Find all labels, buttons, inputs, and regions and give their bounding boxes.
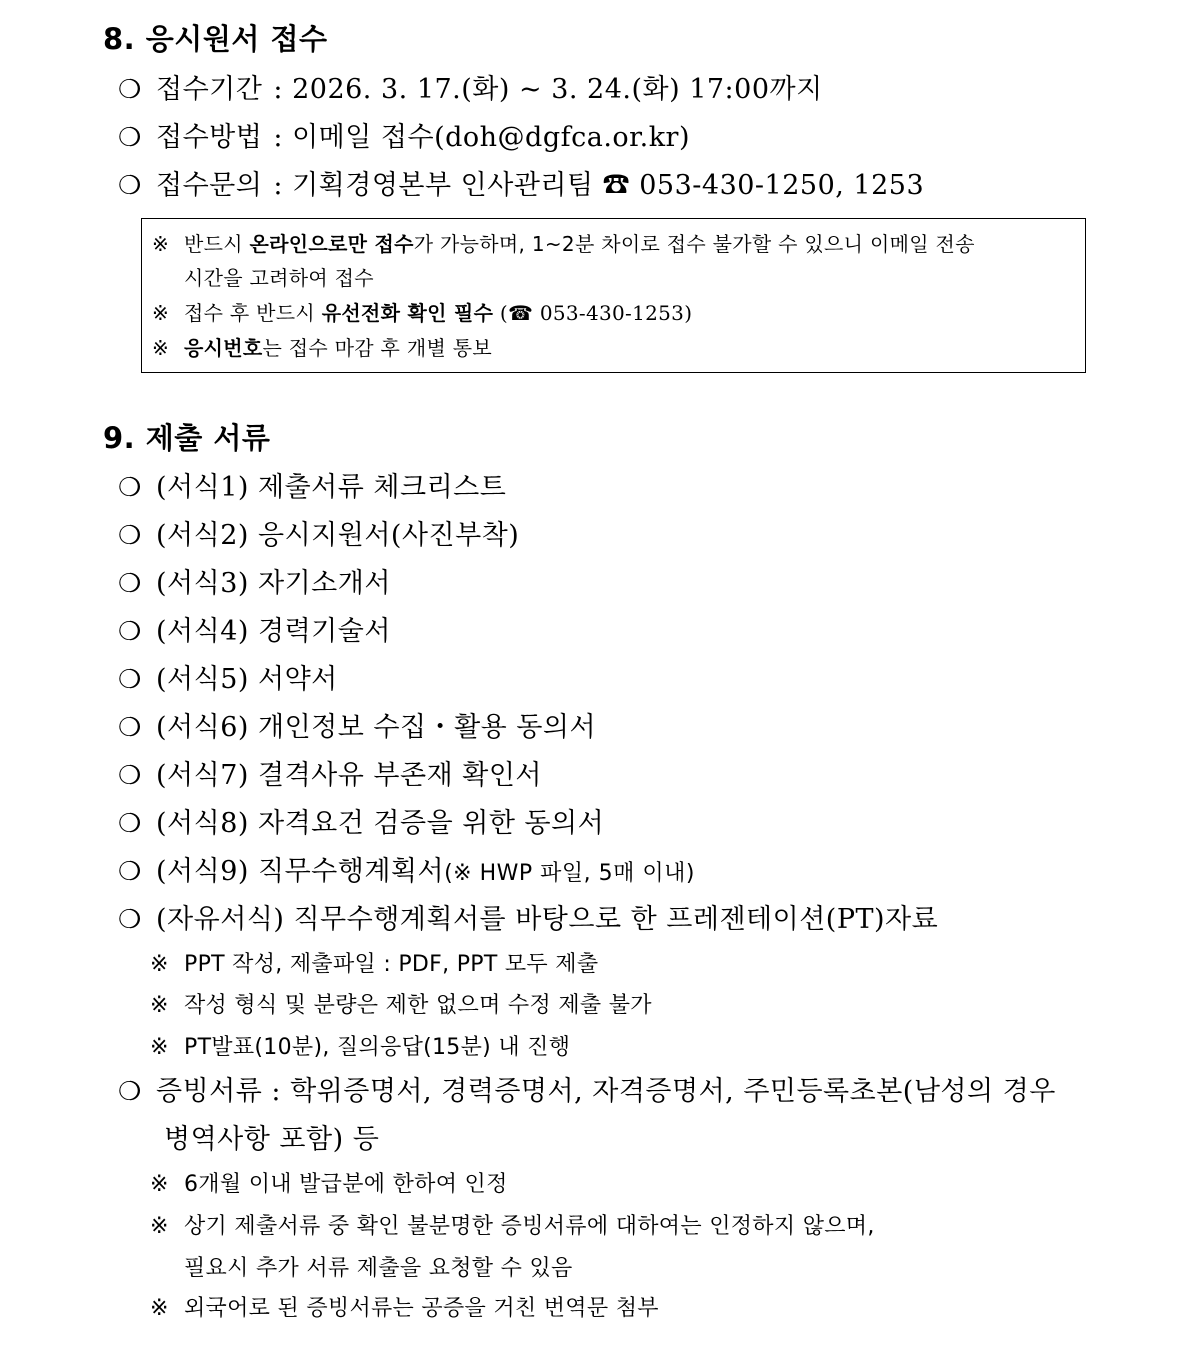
item-text: (서식9) 직무수행계획서	[156, 856, 445, 887]
notice-emphasis: 유선전화 확인 필수	[321, 301, 494, 325]
item-note: (※ HWP 파일, 5매 이내)	[444, 861, 695, 886]
notice-line-online-only	[152, 234, 975, 254]
item-label: 접수기간	[156, 74, 263, 105]
item-text: (서식7) 결격사유 부존재 확인서	[156, 760, 542, 791]
note-text: 외국어로 된 증빙서류는 공증을 거친 번역문 첨부	[184, 1296, 659, 1321]
reference-mark-icon: ※	[150, 952, 169, 977]
item-text: (서식8) 자격요건 검증을 위한 동의서	[156, 808, 605, 839]
item-text: (자유서식) 직무수행계획서를 바탕으로 한 프레젠테이션(PT)자료	[156, 904, 939, 935]
list-item-form-4	[118, 618, 391, 645]
reference-mark-icon: ※	[150, 993, 169, 1018]
notice-line-exam-number	[152, 338, 492, 358]
item-separator: :	[264, 170, 293, 201]
note-text: 6개월 이내 발급분에 한하여 인정	[184, 1172, 508, 1197]
bullet-icon: ❍	[118, 809, 142, 839]
bullet-icon: ❍	[118, 617, 142, 647]
bullet-icon: ❍	[118, 665, 142, 695]
note-presentation-time	[150, 1037, 570, 1059]
notice-emphasis: 온라인으로만 접수	[249, 232, 414, 256]
list-item-free-form	[118, 906, 938, 933]
notice-line-continuation: 시간을 고려하여 접수	[184, 266, 374, 290]
item-value: 이메일 접수(doh@dgfca.or.kr)	[292, 122, 690, 153]
note-text: 상기 제출서류 중 확인 불분명한 증빙서류에 대하여는 인정하지 않으며,	[184, 1214, 875, 1239]
reference-mark-icon: ※	[152, 232, 170, 256]
bullet-icon: ❍	[118, 761, 142, 791]
reference-mark-icon: ※	[150, 1296, 169, 1321]
item-label: 접수문의	[156, 170, 263, 201]
reference-mark-icon: ※	[152, 336, 170, 360]
note-ppt-format	[150, 954, 598, 976]
note-issue-period	[150, 1174, 508, 1196]
item-text: 증빙서류 : 학위증명서, 경력증명서, 자격증명서, 주민등록초본(남성의 경우	[156, 1076, 1056, 1107]
notice-phone: (☎ 053-430-1253)	[493, 301, 693, 325]
reference-mark-icon: ※	[150, 1035, 169, 1060]
note-unclear-docs-continuation: 필요시 추가 서류 제출을 요청할 수 있음	[184, 1256, 573, 1281]
item-value: 2026. 3. 17.(화) ~ 3. 24.(화) 17:00까지	[292, 74, 823, 105]
bullet-icon: ❍	[118, 75, 142, 105]
list-item-form-1	[118, 474, 506, 501]
list-item-form-7	[118, 762, 542, 789]
list-item-form-9	[118, 858, 695, 885]
reference-mark-icon: ※	[150, 1172, 169, 1197]
section-9-title: 9. 제출 서류	[103, 421, 271, 455]
item-separator: :	[264, 122, 293, 153]
note-text: PPT 작성, 제출파일 : PDF, PPT 모두 제출	[184, 952, 599, 977]
item-text: (서식2) 응시지원서(사진부착)	[156, 520, 520, 551]
reference-mark-icon: ※	[150, 1214, 169, 1239]
bullet-icon: ❍	[118, 857, 142, 887]
note-format-limit	[150, 995, 652, 1017]
item-text: (서식6) 개인정보 수집・활용 동의서	[156, 712, 597, 743]
notice-text: 접수 후 반드시	[184, 301, 322, 325]
item-text: (서식1) 제출서류 체크리스트	[156, 472, 507, 503]
list-item-form-3	[118, 570, 391, 597]
bullet-icon: ❍	[118, 569, 142, 599]
item-text: (서식4) 경력기술서	[156, 616, 391, 647]
note-foreign-language	[150, 1298, 659, 1320]
list-item-form-8	[118, 810, 604, 837]
notice-text: 가 가능하며, 1~2분 차이로 접수 불가할 수 있으니 이메일 전송	[413, 232, 975, 256]
note-text: 작성 형식 및 분량은 제한 없으며 수정 제출 불가	[184, 993, 652, 1018]
item-value: 기획경영본부 인사관리팀 ☎ 053-430-1250, 1253	[292, 170, 925, 201]
notice-line-phone-confirm	[152, 303, 692, 323]
list-item-reception-inquiry	[118, 172, 924, 199]
bullet-icon: ❍	[118, 521, 142, 551]
item-text: (서식5) 서약서	[156, 664, 338, 695]
notice-text: 는 접수 마감 후 개별 통보	[262, 336, 492, 360]
note-unclear-docs	[150, 1216, 875, 1238]
list-item-reception-method	[118, 124, 690, 151]
list-item-form-6	[118, 714, 596, 741]
list-item-evidence-continuation: 병역사항 포함) 등	[164, 1124, 380, 1155]
notice-text: 반드시	[184, 232, 250, 256]
note-text: PT발표(10분), 질의응답(15분) 내 진행	[184, 1035, 571, 1060]
reference-mark-icon: ※	[152, 301, 170, 325]
bullet-icon: ❍	[118, 1077, 142, 1107]
item-separator: :	[264, 74, 293, 105]
section-8-title: 8. 응시원서 접수	[103, 22, 328, 56]
item-text: (서식3) 자기소개서	[156, 568, 391, 599]
bullet-icon: ❍	[118, 713, 142, 743]
bullet-icon: ❍	[118, 171, 142, 201]
bullet-icon: ❍	[118, 123, 142, 153]
notice-emphasis: 응시번호	[184, 336, 263, 360]
bullet-icon: ❍	[118, 905, 142, 935]
list-item-form-5	[118, 666, 338, 693]
list-item-form-2	[118, 522, 519, 549]
list-item-evidence-docs	[118, 1078, 1056, 1105]
list-item-reception-period	[118, 76, 823, 103]
bullet-icon: ❍	[118, 473, 142, 503]
item-label: 접수방법	[156, 122, 263, 153]
